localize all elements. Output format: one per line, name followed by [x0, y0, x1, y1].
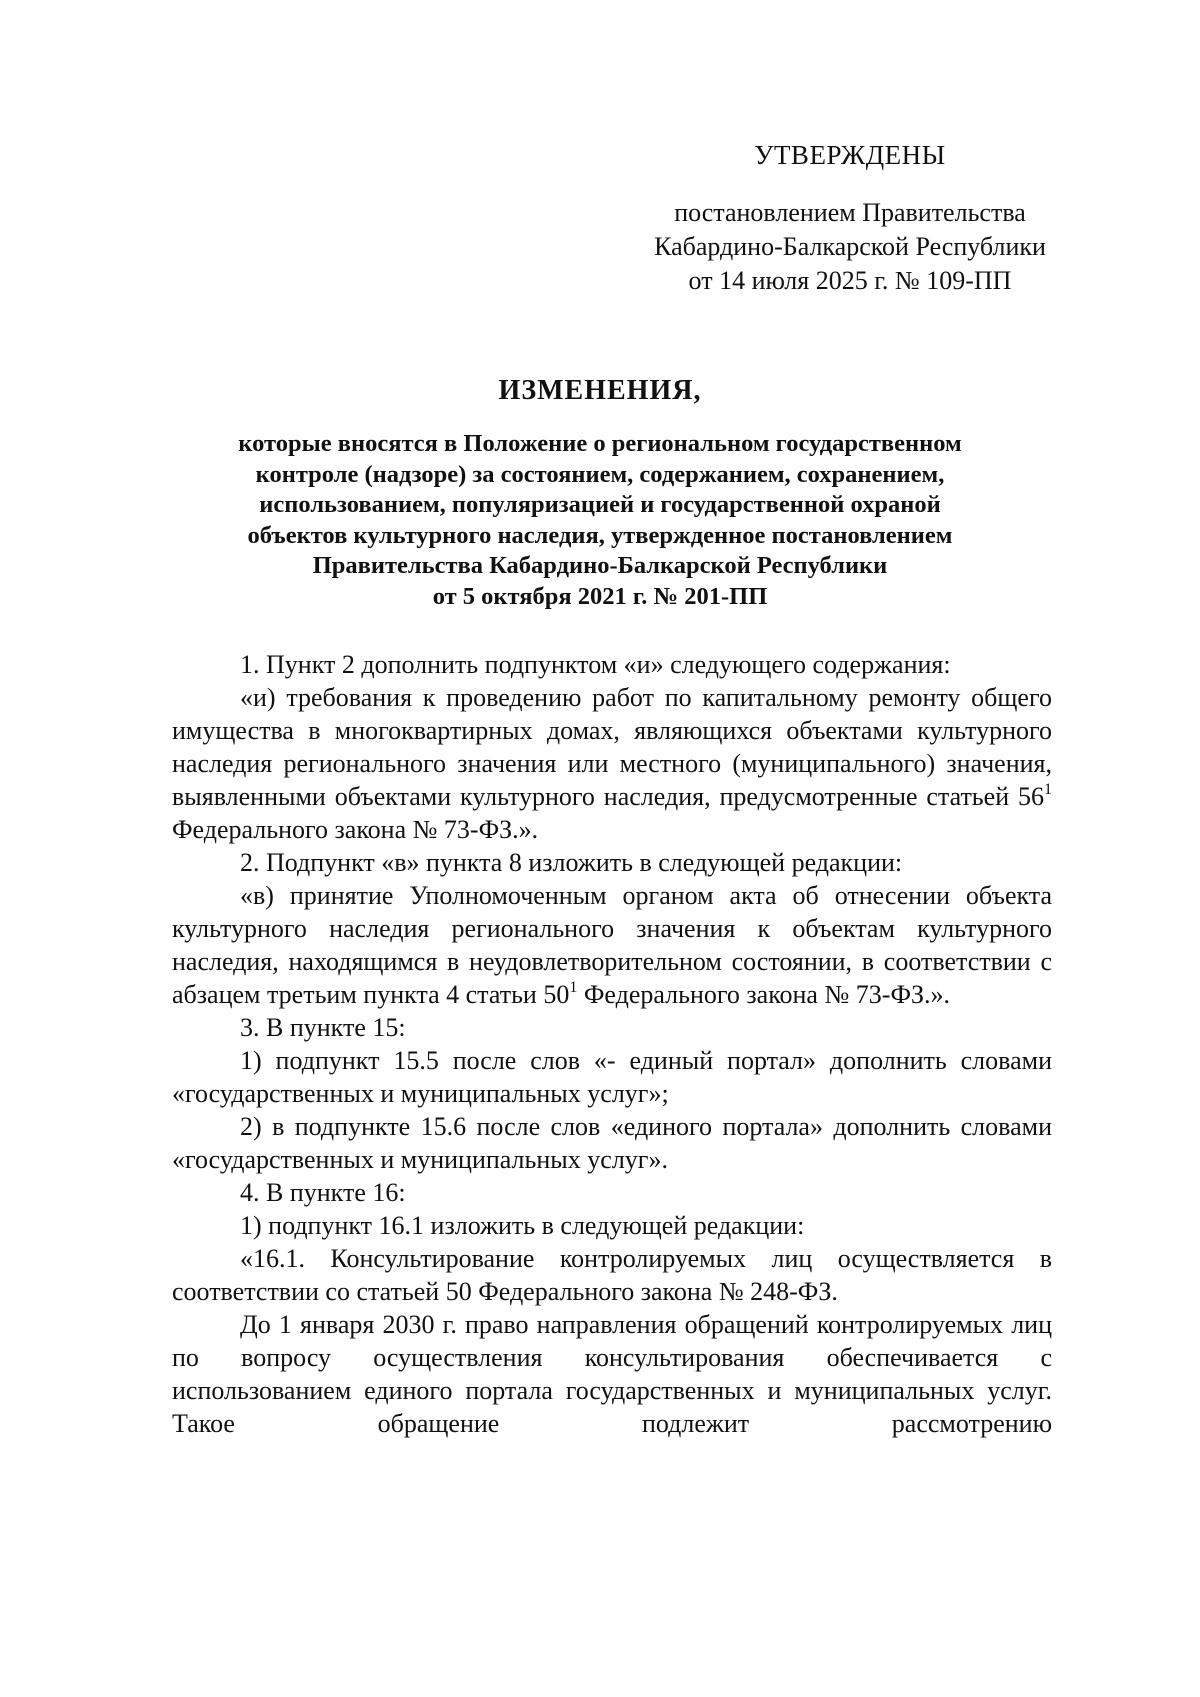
paragraph-item-2: 2. Подпункт «в» пункта 8 изложить в следующей редакции: — [240, 848, 903, 877]
approval-line: от 14 июля 2025 г. № 109-ПП — [688, 266, 1012, 295]
heading-title: ИЗМЕНЕНИЯ, — [498, 375, 702, 406]
paragraph-subitem-1: 1) подпункт 15.5 после слов «- единый портал» дополнить словами «государственных и муниципальных услуг»; — [172, 1046, 1052, 1108]
paragraph-item-3: 3. В пункте 15: — [240, 1013, 406, 1042]
paragraph-text: «и) требования к проведению работ по капитальному ремонту общего имущества в многоквартирных домах, являющихся объектами культурного наследия регионального значения или местного (муниципального) значения, выявленными объектами культурного наследия, предусмотренные статьей 56 — [172, 683, 1052, 811]
heading-line: объектов культурного наследия, утвержденное постановлением — [247, 521, 953, 549]
paragraph-quote-16-1: «16.1. Консультирование контролируемых лиц осуществляется в соответствии со статьей 50 Федерального закона № 248-ФЗ. — [172, 1244, 1052, 1306]
paragraph-item-1: 1. Пункт 2 дополнить подпунктом «и» следующего содержания: — [240, 650, 951, 679]
superscript: 1 — [569, 979, 578, 996]
approval-line: постановлением Правительства — [674, 198, 1026, 227]
document-body — [172, 648, 1052, 1440]
paragraph-text: Федерального закона № 73-ФЗ.». — [577, 980, 951, 1009]
superscript: 1 — [1044, 781, 1052, 798]
approval-line: Кабардино-Балкарской Республики — [654, 232, 1046, 261]
approval-title: УТВЕРЖДЕНЫ — [754, 140, 946, 170]
paragraph-quote-v — [172, 879, 1052, 1011]
paragraph-item-4: 4. В пункте 16: — [240, 1178, 406, 1207]
heading-line: Правительства Кабардино-Балкарской Республики — [312, 552, 888, 579]
heading-line: контроле (надзоре) за состоянием, содержанием, сохранением, — [255, 460, 945, 488]
heading-line: которые вносятся в Положение о региональном государственном — [238, 430, 962, 457]
paragraph-quote-i — [172, 681, 1052, 846]
document-heading — [150, 375, 1050, 612]
approval-stamp — [640, 138, 1060, 298]
paragraph-text: Федерального закона № 73-ФЗ.». — [172, 815, 539, 844]
heading-line: от 5 октября 2021 г. № 201-ПП — [432, 582, 768, 610]
paragraph-subitem-2: 2) в подпункте 15.6 после слов «единого портала» дополнить словами «государственных и муниципальных услуг». — [172, 1112, 1052, 1174]
heading-line: использованием, популяризацией и государственной охраной — [259, 491, 941, 518]
paragraph-text: «в) принятие Уполномоченным органом акта об отнесении объекта культурного наследия регионального значения к объектам культурного наследия, находящимся в неудовлетворительном состоянии, в соответствии с абзацем третьим пункта 4 статьи 50 — [172, 881, 1052, 1009]
paragraph-subitem-1: 1) подпункт 16.1 изложить в следующей редакции: — [240, 1211, 805, 1240]
paragraph-continuation: До 1 января 2030 г. право направления обращений контролируемых лиц по вопросу осуществления консультирования обеспечивается с использованием единого портала государственных и муниципальных услуг. Такое обращение подлежит рассмотрению — [172, 1310, 1052, 1438]
